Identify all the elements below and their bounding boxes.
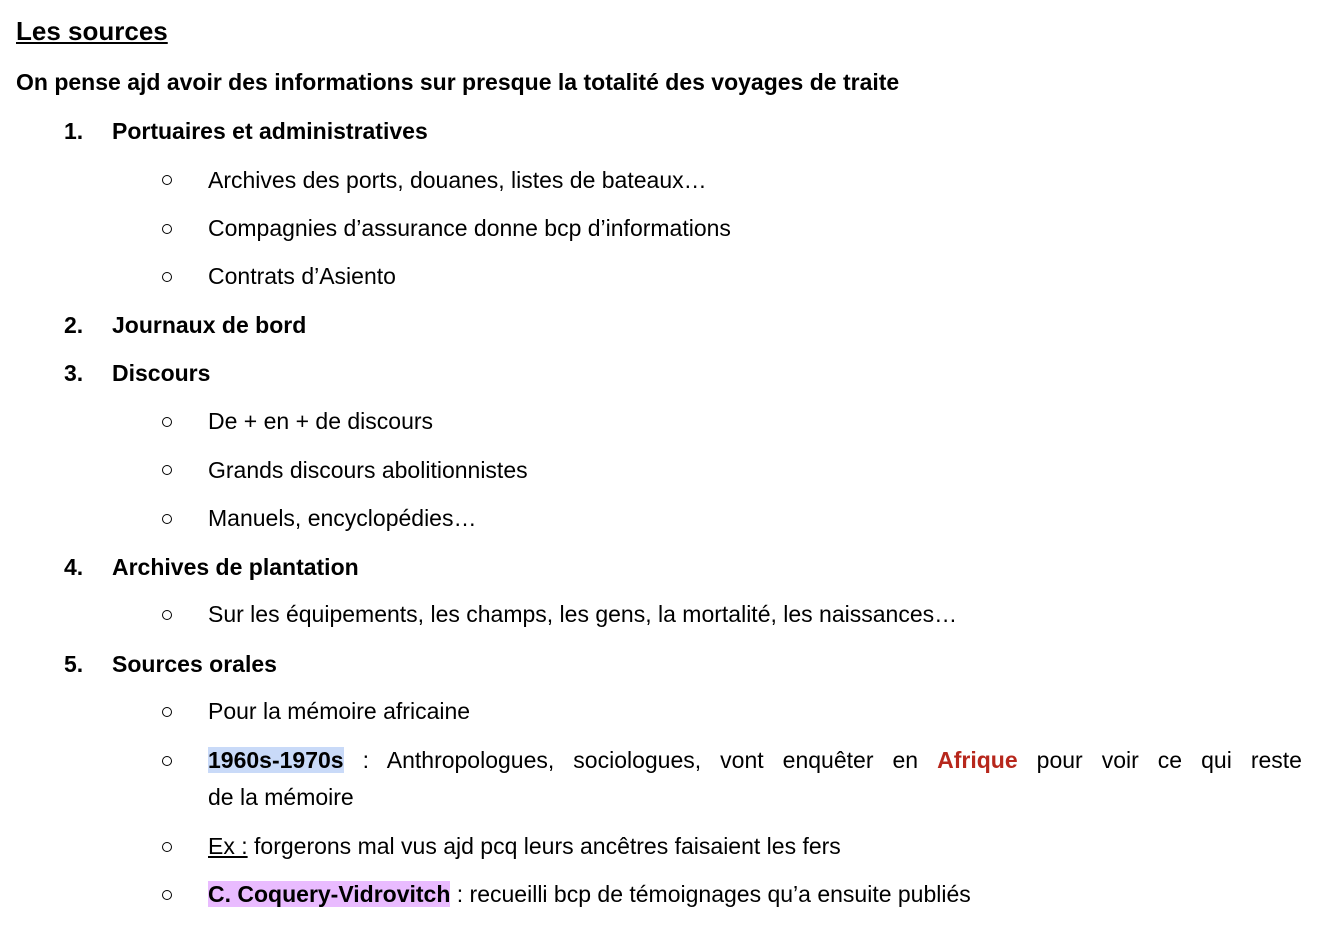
list-item: Compagnies d’assurance donne bcp d’informations: [208, 215, 731, 241]
list-item: Manuels, encyclopédies…: [208, 505, 477, 531]
list-item-dates: [208, 745, 1302, 775]
list-item: Contrats d’Asiento: [208, 263, 396, 289]
section-heading: Journaux de bord: [112, 312, 307, 338]
list-item-continuation: de la mémoire: [208, 784, 354, 810]
list-number: 1.: [64, 118, 84, 144]
bullet-icon: [162, 272, 172, 282]
author-highlight: C. Coquery-Vidrovitch: [208, 881, 451, 907]
section-heading: Sources orales: [112, 651, 277, 677]
list-item-example: [208, 831, 841, 861]
section-heading: Portuaires et administratives: [112, 118, 428, 144]
list-number: 2.: [64, 312, 84, 338]
bullet-icon: [162, 610, 172, 620]
list-number: 5.: [64, 651, 84, 677]
section-heading: Archives de plantation: [112, 554, 359, 580]
date-range-highlight: 1960s-1970s: [208, 747, 344, 773]
list-item: Pour la mémoire africaine: [208, 698, 471, 724]
bullet-icon: [162, 890, 172, 900]
list-number: 4.: [64, 554, 84, 580]
dates-line-start: [208, 745, 1302, 775]
dates-text-after: pour voir ce qui reste: [1017, 747, 1302, 773]
example-label: Ex :: [208, 833, 248, 859]
bullet-icon: [162, 756, 172, 766]
author-text: : recueilli bcp de témoignages qu’a ensuite publiés: [450, 881, 971, 907]
bullet-icon: [162, 417, 172, 427]
section-heading: Discours: [112, 360, 211, 386]
list-item: Sur les équipements, les champs, les gens, la mortalité, les naissances…: [208, 601, 958, 627]
place-highlight: Afrique: [937, 747, 1018, 773]
bullet-icon: [162, 175, 172, 185]
list-item: De + en + de discours: [208, 408, 434, 434]
intro-paragraph: On pense ajd avoir des informations sur presque la totalité des voyages de traite: [16, 69, 900, 95]
page-title: Les sources: [16, 16, 168, 46]
dates-text: : Anthropologues, sociologues, vont enquêter en: [343, 747, 938, 773]
bullet-icon: [162, 514, 172, 524]
list-item: Grands discours abolitionnistes: [208, 457, 528, 483]
bullet-icon: [162, 465, 172, 475]
list-item-author: [208, 879, 971, 909]
bullet-icon: [162, 842, 172, 852]
list-item: Archives des ports, douanes, listes de bateaux…: [208, 167, 707, 193]
bullet-icon: [162, 707, 172, 717]
example-text: forgerons mal vus ajd pcq leurs ancêtres faisaient les fers: [247, 833, 841, 859]
list-number: 3.: [64, 360, 84, 386]
bullet-icon: [162, 224, 172, 234]
